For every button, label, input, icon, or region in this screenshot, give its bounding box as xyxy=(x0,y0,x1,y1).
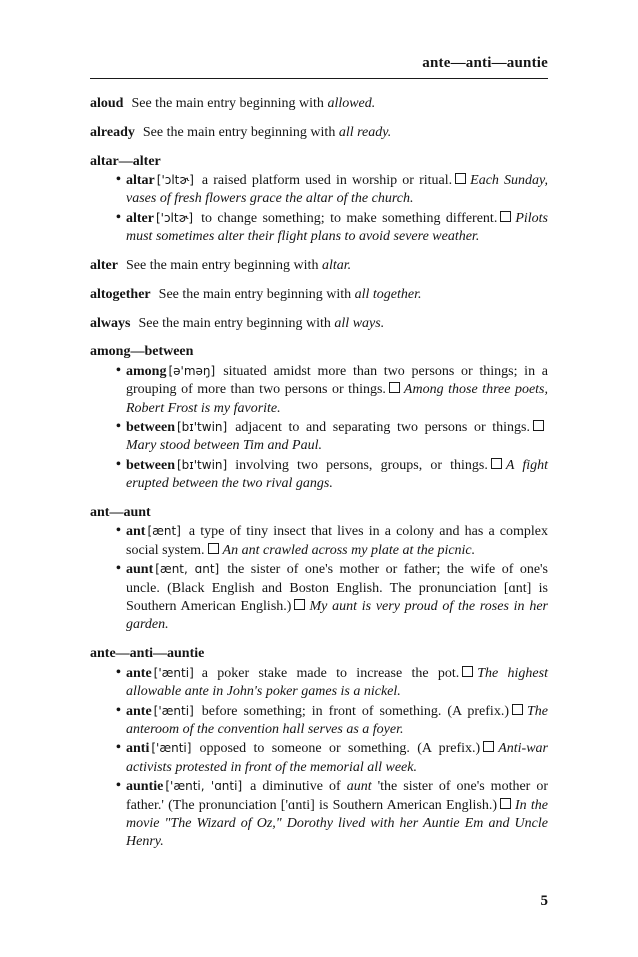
page-number: 5 xyxy=(540,893,548,909)
example-sentence: Each Sunday, vases of fresh flowers grace the altar of the church. xyxy=(126,173,548,207)
bullet-icon: • xyxy=(116,209,121,225)
sense-item xyxy=(90,456,548,494)
cross-reference-entry xyxy=(90,315,548,333)
entries-list xyxy=(90,95,548,862)
example-box-icon xyxy=(455,173,466,184)
sense-item xyxy=(90,560,548,635)
example-sentence: A fight erupted between the two rival gangs. xyxy=(126,457,548,492)
sense-item xyxy=(90,171,548,209)
sense-item xyxy=(90,362,548,418)
example-sentence: My aunt is very proud of the roses in her garden. xyxy=(126,599,548,633)
cross-reference-target: altar. xyxy=(321,258,352,274)
cross-reference-text: See the main entry beginning with xyxy=(131,96,324,111)
definition-text: 'the sister of one's mother or father.' (The pronunciation ['ɑnti] is Southern American English.) xyxy=(126,779,549,813)
cross-reference-entry xyxy=(90,257,548,275)
bullet-icon: • xyxy=(116,664,121,680)
definition-text: a diminutive of xyxy=(250,779,347,795)
bullet-icon: • xyxy=(116,778,121,794)
sense-item xyxy=(90,664,548,702)
example-box-icon xyxy=(491,458,502,469)
definition-text: situated amidst more than two persons or things; in a grouping of more than two persons or things. xyxy=(126,363,548,398)
pronunciation: [bɪ'twin] xyxy=(177,457,228,472)
definition-text: a poker stake made to increase the pot. xyxy=(201,665,460,681)
bullet-icon: • xyxy=(116,523,121,539)
example-sentence: Pilots must sometimes alter their flight plans to avoid severe weather. xyxy=(126,210,548,245)
example-box-icon xyxy=(500,798,511,809)
example-sentence: The anteroom of the convention hall serves as a foyer. xyxy=(126,703,548,737)
pronunciation: ['ɔltɚ] xyxy=(155,210,194,225)
entry-group-title: altar—alter xyxy=(90,153,161,169)
sense-headword: ante xyxy=(126,665,152,681)
example-box-icon xyxy=(533,420,544,431)
sense-headword: among xyxy=(126,363,167,379)
bullet-icon: • xyxy=(116,702,121,718)
definition-text: a type of tiny insect that lives in a colony and has a complex social system. xyxy=(126,524,548,558)
header-rule xyxy=(90,78,548,79)
cross-reference-entry xyxy=(90,124,548,142)
sense-headword: ant xyxy=(126,524,146,540)
entry-group-title: ant—aunt xyxy=(90,505,151,521)
sense-headword: auntie xyxy=(126,779,164,795)
cross-reference-target: allowed. xyxy=(327,96,376,111)
example-sentence: Among those three poets, Robert Frost is my favorite. xyxy=(126,382,549,416)
entry-headword: altogether xyxy=(90,286,151,302)
example-box-icon xyxy=(208,543,219,554)
sense-headword: between xyxy=(126,420,175,436)
sense-item xyxy=(90,739,548,777)
entry-headword: aloud xyxy=(90,96,124,111)
bullet-icon: • xyxy=(116,561,121,577)
bullet-icon: • xyxy=(116,419,121,435)
definition-text: the sister of one's mother or father; the wife of one's uncle. (Black English and Boston English. The pronunciation [ɑnt] is Southern American English.) xyxy=(126,562,548,615)
cross-reference-text: See the main entry beginning with xyxy=(125,258,319,274)
cross-reference-target: all together. xyxy=(354,286,422,302)
running-head: ante—anti—auntie xyxy=(422,55,548,71)
pronunciation: [bɪ'twin] xyxy=(177,420,228,435)
sense-item xyxy=(90,418,548,456)
sense-headword: alter xyxy=(126,210,154,226)
sense-headword: anti xyxy=(126,741,150,757)
cross-reference-text: See the main entry beginning with xyxy=(142,124,336,140)
definition-text: to change something; to make something different. xyxy=(201,210,498,226)
sense-item xyxy=(90,702,548,740)
entry-group xyxy=(90,343,548,493)
cross-reference-target: all ready. xyxy=(338,124,392,140)
pronunciation: [ænt] xyxy=(147,524,181,539)
example-sentence: In the movie "The Wizard of Oz," Dorothy lived with her Auntie Em and Uncle Henry. xyxy=(126,797,549,850)
definition-text: aunt xyxy=(346,779,372,795)
cross-reference-target: all ways. xyxy=(334,315,385,331)
sense-headword: altar xyxy=(126,173,155,188)
pronunciation: ['ænti, 'ɑnti] xyxy=(165,779,243,794)
pronunciation: ['ænti] xyxy=(151,741,192,756)
entry-group xyxy=(90,645,548,851)
pronunciation: ['ænti] xyxy=(153,665,194,680)
sense-headword: ante xyxy=(126,703,152,719)
example-sentence: Anti-war activists protested in front of the memorial all week. xyxy=(126,741,548,775)
cross-reference-text: See the main entry beginning with xyxy=(158,286,352,302)
pronunciation: [ænt, ɑnt] xyxy=(155,562,220,577)
example-sentence: An ant crawled across my plate at the picnic. xyxy=(222,542,476,558)
example-box-icon xyxy=(294,599,305,610)
sense-headword: between xyxy=(126,457,175,473)
definition-text: opposed to someone or something. (A prefix.) xyxy=(199,741,481,757)
example-box-icon xyxy=(389,382,400,393)
bullet-icon: • xyxy=(116,362,121,378)
bullet-icon: • xyxy=(116,456,121,472)
definition-text: a raised platform used in worship or ritual. xyxy=(201,173,453,188)
cross-reference-entry xyxy=(90,286,548,304)
bullet-icon: • xyxy=(116,740,121,756)
entry-headword: alter xyxy=(90,258,118,274)
bullet-icon: • xyxy=(116,172,121,187)
sense-item xyxy=(90,777,548,852)
entry-headword: already xyxy=(90,124,135,140)
entry-headword: always xyxy=(90,315,131,331)
example-sentence: The highest allowable ante in John's poker games is a nickel. xyxy=(126,665,548,700)
example-box-icon xyxy=(483,741,494,752)
sense-item xyxy=(90,522,548,560)
example-sentence: Mary stood between Tim and Paul. xyxy=(126,438,322,454)
definition-text: involving two persons, groups, or things. xyxy=(235,457,488,473)
cross-reference-text: See the main entry beginning with xyxy=(138,315,331,331)
sense-item xyxy=(90,209,548,247)
pronunciation: ['ɔltɚ] xyxy=(156,173,194,187)
example-box-icon xyxy=(462,666,473,677)
entry-group xyxy=(90,153,548,247)
pronunciation: [ə'məŋ] xyxy=(168,363,216,378)
example-box-icon xyxy=(512,704,523,715)
definition-text: adjacent to and separating two persons or things. xyxy=(235,420,530,436)
entry-group-title: ante—anti—auntie xyxy=(90,646,205,662)
definition-text: before something; in front of something. (A prefix.) xyxy=(201,703,509,719)
example-box-icon xyxy=(500,211,511,222)
cross-reference-entry xyxy=(90,95,548,113)
pronunciation: ['ænti] xyxy=(153,703,194,718)
sense-headword: aunt xyxy=(126,562,154,578)
entry-group xyxy=(90,504,548,635)
entry-group-title: among—between xyxy=(90,344,194,360)
